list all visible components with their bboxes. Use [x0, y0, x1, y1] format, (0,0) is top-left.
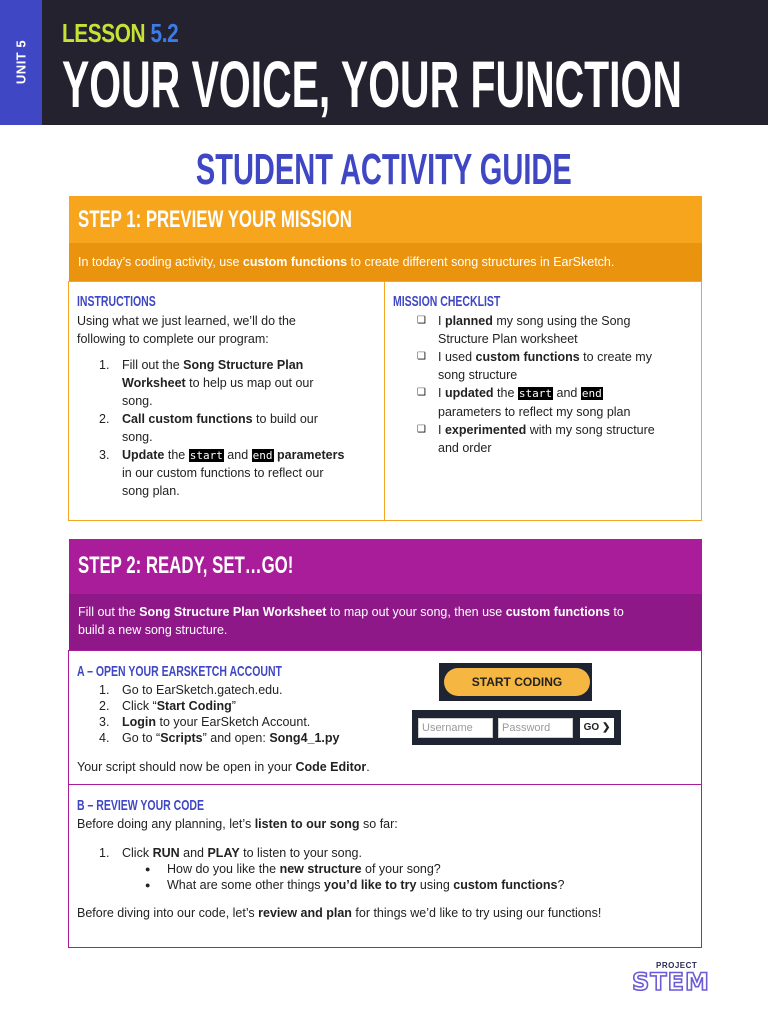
chk-3-e: and	[553, 386, 581, 400]
a-4-b: Scripts	[160, 731, 203, 745]
instr-1-d: to help us map out our	[185, 376, 314, 390]
instr-num-2: 2.	[99, 412, 110, 426]
instr-item-1-line-2	[122, 374, 314, 392]
instr-1-b: Song Structure Plan	[183, 358, 304, 372]
instr-item-3-line-1	[122, 446, 344, 465]
b-q1-c: of your song?	[361, 862, 441, 876]
step2-intro-line-1	[78, 603, 693, 621]
chk-3-c: the	[493, 386, 518, 400]
b-q2-d: custom functions	[453, 878, 558, 892]
s2-intro-d: custom functions	[505, 605, 610, 619]
instr-3-d: and	[223, 448, 252, 462]
chk-1-b: planned	[444, 314, 493, 328]
section-b-lead	[77, 815, 398, 833]
chk-2-a: I used	[438, 350, 476, 364]
a-4-c: ” and open:	[202, 731, 270, 745]
b-footer-c: for things we’d like to try using our functions!	[351, 906, 602, 920]
unit-label: UNIT 5	[13, 39, 29, 85]
instr-item-1-line-3: song.	[122, 394, 153, 408]
instr-num-1: 1.	[99, 358, 110, 372]
a-2-b: Start Coding	[156, 699, 232, 713]
instructions-lead-1: Using what we just learned, we’ll do the	[77, 314, 296, 328]
start-coding-button[interactable]: START CODING	[444, 668, 590, 696]
section-a-footer	[77, 758, 370, 776]
b-step-b: RUN	[152, 846, 180, 860]
check-item-1-line-2: Structure Plan worksheet	[438, 332, 578, 346]
lesson-word: LESSON	[62, 18, 146, 48]
section-b-title: B – REVIEW YOUR CODE	[77, 797, 204, 814]
check-item-2-line-2: song structure	[438, 368, 518, 382]
bullet-icon: ●	[145, 880, 151, 890]
step1-heading-band	[69, 196, 702, 243]
s2-intro-b: Song Structure Plan Worksheet	[139, 605, 327, 619]
check-item-4-line-1	[438, 421, 655, 439]
chk-4-a: I	[438, 423, 445, 437]
instructions-title: INSTRUCTIONS	[77, 293, 156, 310]
a-item-4	[122, 729, 340, 747]
b-num-1: 1.	[99, 846, 110, 860]
b-q1-a: How do you like the	[167, 862, 280, 876]
lesson-number: 5.2	[150, 18, 179, 48]
step1-intro-bold: custom functions	[242, 255, 348, 269]
instr-3-code-start: start	[189, 449, 223, 462]
b-step-e: to listen to your song.	[239, 846, 362, 860]
a-2-a: Click “	[122, 699, 157, 713]
instr-item-1-line-1	[122, 356, 303, 374]
instr-item-3-line-3: song plan.	[122, 484, 180, 498]
check-item-1-line-1	[438, 312, 630, 330]
step2-heading: STEP 2: READY, SET…GO!	[78, 552, 294, 579]
step2-intro-line-2: build a new song structure.	[78, 623, 228, 637]
a-num-1: 1.	[99, 683, 110, 697]
instr-2-a: Call custom functions	[122, 412, 253, 426]
chk-3-code-end: end	[581, 387, 602, 400]
instr-3-b: the	[164, 448, 189, 462]
check-item-3-line-1	[438, 384, 603, 403]
password-input[interactable]: Password	[498, 718, 573, 738]
step2-intro	[69, 594, 702, 650]
b-q2-c: using	[416, 878, 454, 892]
checkbox-icon[interactable]: ❑	[417, 387, 426, 398]
chk-3-code-start: start	[518, 387, 553, 400]
guide-title: STUDENT ACTIVITY GUIDE	[196, 145, 572, 194]
a-footer-a: Your script should now be open in your	[77, 760, 296, 774]
a-num-2: 2.	[99, 699, 110, 713]
a-4-d: Song4_1.py	[269, 731, 340, 745]
checklist-title: MISSION CHECKLIST	[393, 293, 501, 310]
a-3-b: to your EarSketch Account.	[156, 715, 311, 729]
lesson-label	[62, 18, 178, 49]
a-footer-c: .	[366, 760, 370, 774]
instr-num-3: 3.	[99, 448, 110, 462]
b-q2-e: ?	[557, 878, 565, 892]
chk-3-a: I	[438, 386, 445, 400]
chk-2-c: to create my	[579, 350, 652, 364]
b-lead-b: listen to our song	[254, 817, 360, 831]
instr-2-b: to build our	[252, 412, 318, 426]
unit-tab	[0, 0, 42, 125]
b-q2-a: What are some other things	[167, 878, 325, 892]
instr-3-code-end: end	[252, 449, 273, 462]
checkbox-icon[interactable]: ❑	[417, 315, 426, 326]
b-q1-b: new structure	[279, 862, 362, 876]
chk-4-c: with my song structure	[526, 423, 655, 437]
a-item-1: Go to EarSketch.gatech.edu.	[122, 683, 283, 697]
a-footer-b: Code Editor	[295, 760, 367, 774]
checkbox-icon[interactable]: ❑	[417, 351, 426, 362]
step1-intro	[69, 243, 702, 281]
instr-1-a: Fill out the	[122, 358, 184, 372]
check-item-3-line-2: parameters to reflect my song plan	[438, 405, 631, 419]
b-q2-b: you’d like to try	[324, 878, 417, 892]
a-4-a: Go to “	[122, 731, 161, 745]
username-input[interactable]: Username	[418, 718, 493, 738]
s2-intro-a: Fill out the	[78, 605, 140, 619]
instructions-lead-2: following to complete our program:	[77, 332, 269, 346]
a-3-a: Login	[122, 715, 157, 729]
chk-2-b: custom functions	[475, 350, 580, 364]
b-footer-b: review and plan	[258, 906, 352, 920]
b-question-2	[167, 876, 564, 894]
a-num-3: 3.	[99, 715, 110, 729]
page-title: YOUR VOICE, YOUR FUNCTION	[62, 47, 682, 121]
b-step-d: PLAY	[207, 846, 240, 860]
instr-item-2-line-1	[122, 410, 318, 428]
chk-3-b: updated	[444, 386, 494, 400]
a-num-4: 4.	[99, 731, 110, 745]
chk-1-a: I	[438, 314, 445, 328]
b-lead-a: Before doing any planning, let’s	[77, 817, 255, 831]
chk-1-c: my song using the Song	[492, 314, 631, 328]
chk-4-b: experimented	[444, 423, 527, 437]
b-footer-a: Before diving into our code, let’s	[77, 906, 259, 920]
guide-title-wrap	[0, 145, 768, 195]
s2-intro-e: to	[609, 605, 624, 619]
instr-1-c: Worksheet	[122, 376, 186, 390]
project-stem-logo: STEM	[632, 968, 710, 996]
b-step-a: Click	[122, 846, 153, 860]
s2-intro-c: to map out your song, then use	[326, 605, 506, 619]
check-item-4-line-2: and order	[438, 441, 492, 455]
step1-intro-text: In today’s coding activity, use	[78, 255, 243, 269]
b-step-c: and	[179, 846, 208, 860]
instr-3-f: parameters	[277, 448, 345, 462]
step2-heading-band	[69, 539, 702, 594]
b-lead-c: so far:	[359, 817, 398, 831]
instr-item-3-line-2: in our custom functions to reflect our	[122, 466, 324, 480]
logo-project-text: PROJECT	[656, 961, 698, 970]
check-item-2-line-1	[438, 348, 652, 366]
section-a-title: A – OPEN YOUR EARSKETCH ACCOUNT	[77, 663, 282, 680]
step1-heading: STEP 1: PREVIEW YOUR MISSION	[78, 206, 352, 233]
step1-intro-text-end: to create different song structures in EarSketch.	[347, 255, 615, 269]
instr-3-a: Update	[122, 448, 165, 462]
bullet-icon: ●	[145, 864, 151, 874]
section-b-footer	[77, 904, 601, 922]
instr-item-2-line-2: song.	[122, 430, 153, 444]
checkbox-icon[interactable]: ❑	[417, 424, 426, 435]
a-2-c: ”	[231, 699, 236, 713]
go-button[interactable]: GO ❯	[580, 718, 614, 738]
